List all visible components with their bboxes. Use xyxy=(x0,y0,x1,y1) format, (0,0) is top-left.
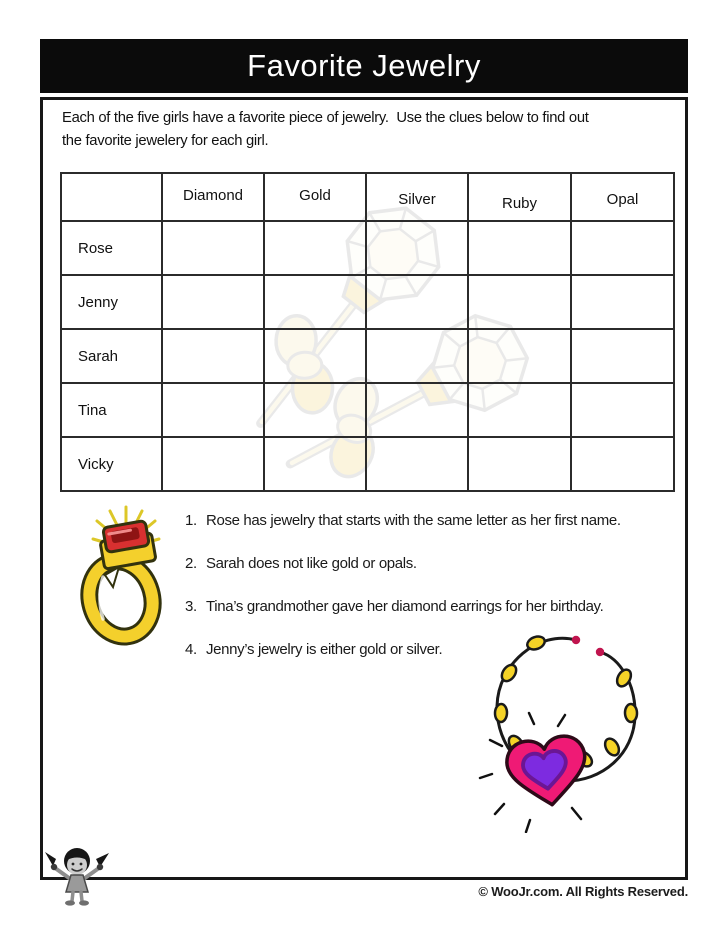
answer-cell[interactable] xyxy=(264,437,366,491)
column-header-gold: Gold xyxy=(264,173,366,221)
table-row xyxy=(61,329,674,383)
answer-cell[interactable] xyxy=(468,437,571,491)
column-header-opal: Opal xyxy=(571,173,674,221)
answer-cell[interactable] xyxy=(468,275,571,329)
clue-item xyxy=(185,555,621,577)
answer-cell[interactable] xyxy=(162,437,264,491)
row-label-vicky: Vicky xyxy=(61,437,162,491)
row-label-rose: Rose xyxy=(61,221,162,275)
clue-number: 1. xyxy=(185,512,197,529)
answer-cell[interactable] xyxy=(162,275,264,329)
instructions-line-1: Each of the five girls have a favorite piece of jewelry. Use the clues below to find out xyxy=(62,110,589,126)
table-row xyxy=(61,383,674,437)
clue-text: Jenny’s jewelry is either gold or silver. xyxy=(206,641,443,658)
answer-cell[interactable] xyxy=(162,383,264,437)
page-title: Favorite Jewelry xyxy=(247,48,481,83)
answer-cell[interactable] xyxy=(366,383,468,437)
clue-text: Tina’s grandmother gave her diamond earrings for her birthday. xyxy=(206,598,604,615)
row-label-tina: Tina xyxy=(61,383,162,437)
answer-cell[interactable] xyxy=(366,437,468,491)
answer-cell[interactable] xyxy=(162,329,264,383)
answer-cell[interactable] xyxy=(264,383,366,437)
column-header-diamond: Diamond xyxy=(162,173,264,221)
row-label-jenny: Jenny xyxy=(61,275,162,329)
answer-cell[interactable] xyxy=(571,383,674,437)
heart-necklace-icon xyxy=(468,628,673,833)
clue-number: 3. xyxy=(185,598,197,615)
instructions xyxy=(62,107,589,153)
answer-cell[interactable] xyxy=(468,383,571,437)
logic-grid-area xyxy=(60,172,678,494)
answer-cell[interactable] xyxy=(264,275,366,329)
row-label-sarah: Sarah xyxy=(61,329,162,383)
table-row xyxy=(61,437,674,491)
instructions-line-2: the favorite jewelery for each girl. xyxy=(62,133,269,149)
woojr-mascot-icon xyxy=(42,845,112,909)
table-row xyxy=(61,221,674,275)
clue-number: 2. xyxy=(185,555,197,572)
answer-cell[interactable] xyxy=(366,329,468,383)
gold-ring-icon xyxy=(69,503,177,653)
answer-cell[interactable] xyxy=(571,221,674,275)
table-row xyxy=(61,275,674,329)
answer-cell[interactable] xyxy=(264,329,366,383)
answer-cell[interactable] xyxy=(264,221,366,275)
clue-item xyxy=(185,512,621,534)
clue-number: 4. xyxy=(185,641,197,658)
logic-grid xyxy=(60,172,675,492)
copyright-text: © WooJr.com. All Rights Reserved. xyxy=(478,884,688,899)
answer-cell[interactable] xyxy=(468,329,571,383)
answer-cell[interactable] xyxy=(468,221,571,275)
answer-cell[interactable] xyxy=(571,437,674,491)
title-bar xyxy=(40,39,688,93)
answer-cell[interactable] xyxy=(571,329,674,383)
clue-item xyxy=(185,598,621,620)
clue-text: Rose has jewelry that starts with the same letter as her first name. xyxy=(206,512,621,529)
answer-cell[interactable] xyxy=(366,275,468,329)
answer-cell[interactable] xyxy=(162,221,264,275)
answer-cell[interactable] xyxy=(571,275,674,329)
corner-cell xyxy=(61,173,162,221)
content-box xyxy=(40,97,688,880)
column-header-silver: Silver xyxy=(366,173,468,221)
header-row xyxy=(61,173,674,221)
answer-cell[interactable] xyxy=(366,221,468,275)
column-header-ruby: Ruby xyxy=(468,173,571,221)
clue-text: Sarah does not like gold or opals. xyxy=(206,555,417,572)
